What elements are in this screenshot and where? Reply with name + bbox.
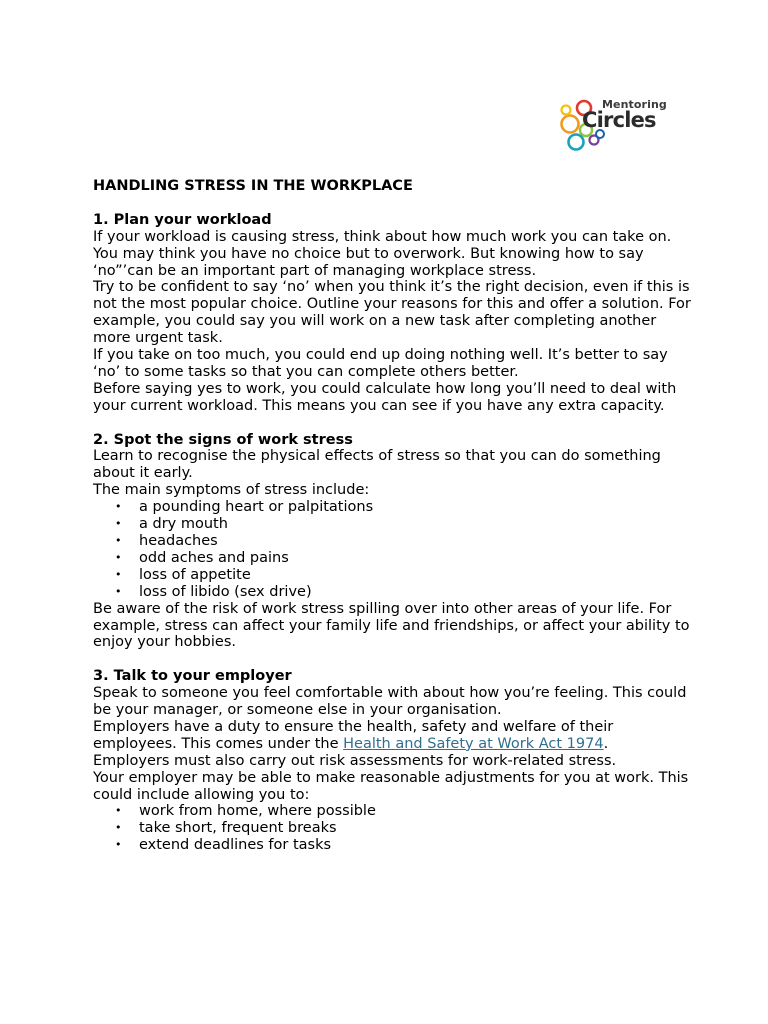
section-heading: 1. Plan your workload [93, 211, 272, 228]
paragraph: Be aware of the risk of work stress spilling over into other areas of your life. For example, stress can affect your family life and friendships, or affect your ability to enjoy your hobbies. [93, 600, 690, 651]
list-item [93, 516, 693, 533]
section-signs-of-stress [93, 432, 693, 652]
list-item-text: loss of libido (sex drive) [139, 583, 312, 600]
list-item-text: take short, frequent breaks [139, 820, 337, 837]
list-item-text: odd aches and pains [139, 549, 289, 566]
bullet-icon: • [115, 550, 122, 564]
paragraph-employer-duty [93, 719, 693, 753]
paragraph: If your workload is causing stress, think about how much work you can take on. [93, 228, 672, 245]
logo-text-mentoring: Mentoring [602, 98, 667, 111]
section-talk-to-employer [93, 668, 693, 854]
paragraph: Before saying yes to work, you could calculate how long you’ll need to deal with your current workload. This means you can see if you have any extra capacity. [93, 380, 677, 414]
bullet-icon: • [115, 584, 122, 598]
paragraph-text: . [603, 735, 609, 752]
list-item-text: loss of appetite [139, 566, 251, 583]
document-body [93, 178, 693, 854]
list-item [93, 533, 693, 550]
list-item [93, 499, 693, 516]
list-item-text: work from home, where possible [139, 803, 376, 820]
list-item [93, 837, 693, 854]
list-item [93, 584, 693, 601]
adjustments-list [93, 803, 693, 854]
list-item [93, 820, 693, 837]
mentoring-circles-logo [556, 94, 668, 156]
paragraph: Employers must also carry out risk assessments for work-related stress. [93, 752, 617, 769]
list-item-text: extend deadlines for tasks [139, 837, 332, 854]
paragraph: Try to be confident to say ‘no’ when you think it’s the right decision, even if this is not the most popular choice. Outline your reasons for this and offer a solution. For example, you could say you will work on a new task after completing another more urgent task. [93, 279, 691, 347]
list-item [93, 803, 693, 820]
health-safety-act-link[interactable]: Health and Safety at Work Act 1974 [343, 735, 604, 752]
section-heading: 2. Spot the signs of work stress [93, 431, 353, 448]
list-item-text: headaches [139, 533, 218, 549]
paragraph: Your employer may be able to make reasonable adjustments for you at work. This could include allowing you to: [93, 769, 689, 803]
paragraph: Learn to recognise the physical effects of stress so that you can do something about it early. [93, 448, 661, 482]
paragraph: If you take on too much, you could end up doing nothing well. It’s better to say ‘no’ to some tasks so that you can complete others better. [93, 347, 668, 380]
document-title: HANDLING STRESS IN THE WORKPLACE [93, 178, 413, 194]
paragraph: Speak to someone you feel comfortable with about how you’re feeling. This could be your manager, or someone else in your organisation. [93, 685, 687, 719]
section-heading: 3. Talk to your employer [93, 668, 292, 685]
bullet-icon: • [115, 838, 122, 852]
symptoms-list [93, 499, 693, 600]
logo-text-circles: Circles [582, 108, 656, 132]
bullet-icon: • [115, 567, 122, 581]
paragraph: The main symptoms of stress include: [93, 482, 370, 499]
paragraph: You may think you have no choice but to overwork. But knowing how to say ‘no”’can be an important part of managing workplace stress. [93, 245, 644, 279]
list-item [93, 567, 693, 584]
bullet-icon: • [115, 804, 122, 818]
bullet-icon: • [115, 500, 122, 514]
section-plan-workload [93, 212, 693, 415]
bullet-icon: • [115, 534, 122, 547]
bullet-icon: • [115, 517, 122, 531]
list-item-text: a dry mouth [139, 516, 228, 533]
list-item [93, 550, 693, 567]
list-item-text: a pounding heart or palpitations [139, 499, 374, 516]
paragraph-text: Employers have a duty to ensure the health, safety and welfare of their employees. This comes under the [93, 718, 614, 752]
bullet-icon: • [115, 821, 122, 835]
